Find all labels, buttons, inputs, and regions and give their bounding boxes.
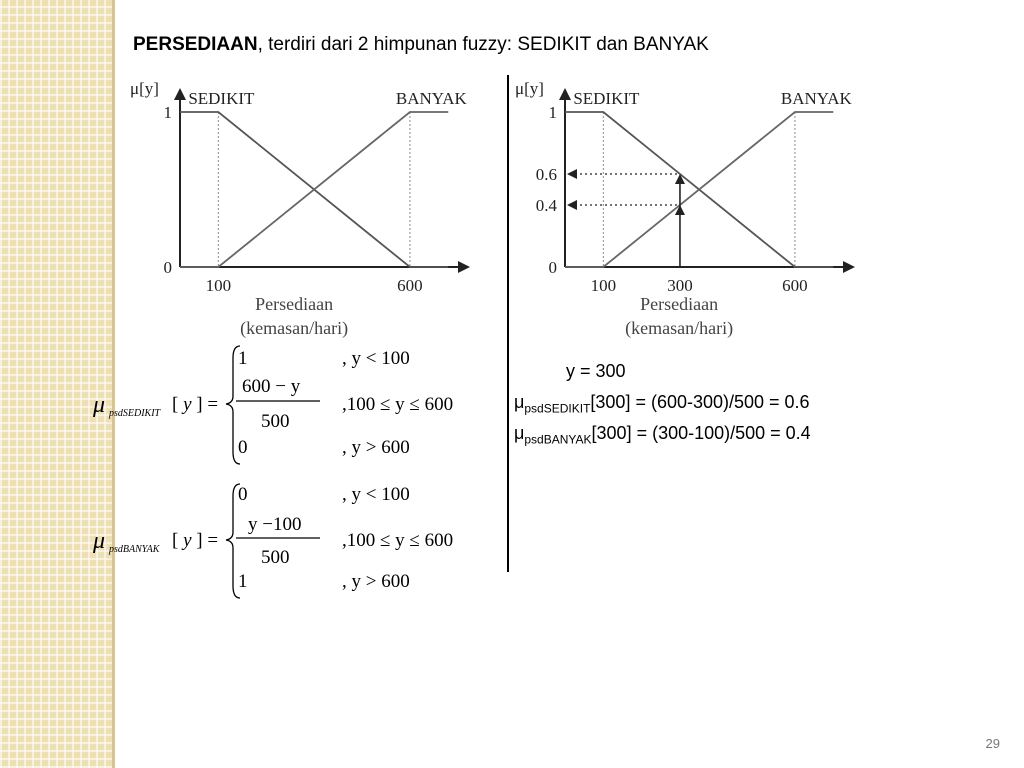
calc-sub: psdBANYAK (524, 432, 592, 447)
divider-line (507, 75, 509, 572)
formula-banyak (90, 478, 500, 608)
calc-line-banyak (514, 423, 811, 447)
formula-arg: [ y ] = (172, 530, 219, 551)
formula-arg: [ y ] = (172, 394, 219, 415)
series-label-sedikit: SEDIKIT (188, 89, 255, 108)
x-axis-label: Persediaan (640, 294, 719, 314)
y-axis-label: μ[y] (515, 79, 544, 98)
case1-value: 1 (238, 348, 248, 369)
x-tick-label: 100 (590, 276, 617, 295)
case2-denominator: 500 (261, 411, 290, 432)
calc-expr: [300] = (300-100)/500 = 0.4 (591, 423, 811, 443)
case3-condition: , y > 600 (342, 437, 410, 458)
membership-chart-right (505, 70, 885, 345)
case1-condition: , y < 100 (342, 348, 410, 369)
y-axis-arrow (174, 88, 186, 100)
x-axis-label-unit: (kemasan/hari) (625, 318, 734, 338)
y-axis-label: μ[y] (130, 79, 159, 98)
y-axis-arrow (559, 88, 571, 100)
formula-sub: psdBANYAK (109, 544, 160, 555)
slide-title (133, 34, 709, 56)
case2-denominator: 500 (261, 547, 290, 568)
y-tick-label: 0 (163, 258, 172, 277)
membership-chart-left (120, 70, 500, 345)
case3-value: 0 (238, 437, 248, 458)
case2-numerator: 600 − y (242, 376, 301, 397)
x-axis-label-unit: (kemasan/hari) (240, 318, 349, 338)
x-axis-arrow (458, 261, 470, 273)
series-label-sedikit: SEDIKIT (573, 89, 640, 108)
annotation-arrow-left (567, 169, 577, 179)
y-tick-label: 0.6 (535, 165, 557, 184)
mu-symbol: μ (93, 392, 106, 418)
series-line-banyak (180, 112, 448, 267)
case1-value: 0 (238, 484, 248, 505)
x-tick-label: 600 (782, 276, 808, 295)
y-tick-label: 0.4 (535, 196, 557, 215)
page-number: 29 (985, 736, 1000, 751)
y-tick-label: 1 (548, 103, 557, 122)
mu-symbol: μ (514, 392, 525, 412)
series-label-banyak: BANYAK (395, 89, 467, 108)
case3-value: 1 (238, 571, 248, 592)
annotation-arrow-up (675, 205, 685, 215)
formula-sub: psdSEDIKIT (109, 408, 161, 419)
calc-line-sedikit (514, 392, 810, 416)
series-line-banyak (565, 112, 833, 267)
formula-sedikit (90, 340, 500, 470)
y-tick-label: 1 (163, 103, 172, 122)
x-axis-label: Persediaan (255, 294, 334, 314)
calc-sub: psdSEDIKIT (524, 401, 591, 416)
case2-numerator: y −100 (248, 514, 302, 535)
annotation-arrow-left (567, 200, 577, 210)
case3-condition: , y > 600 (342, 571, 410, 592)
series-label-banyak: BANYAK (780, 89, 852, 108)
case2-condition: ,100 ≤ y ≤ 600 (342, 394, 454, 415)
x-tick-label: 300 (667, 276, 693, 295)
case1-condition: , y < 100 (342, 484, 410, 505)
mu-symbol: μ (93, 528, 106, 554)
mu-symbol: μ (514, 423, 525, 443)
x-axis-arrow (843, 261, 855, 273)
calc-given: y = 300 (566, 361, 626, 381)
title-bold: PERSEDIAAN (133, 34, 258, 55)
case2-condition: ,100 ≤ y ≤ 600 (342, 530, 454, 551)
title-rest: , terdiri dari 2 himpunan fuzzy: SEDIKIT dan BANYAK (257, 34, 709, 55)
annotation-arrow-up (675, 174, 685, 184)
calc-expr: [300] = (600-300)/500 = 0.6 (590, 392, 810, 412)
x-tick-label: 100 (205, 276, 232, 295)
y-tick-label: 0 (548, 258, 557, 277)
x-tick-label: 600 (397, 276, 423, 295)
